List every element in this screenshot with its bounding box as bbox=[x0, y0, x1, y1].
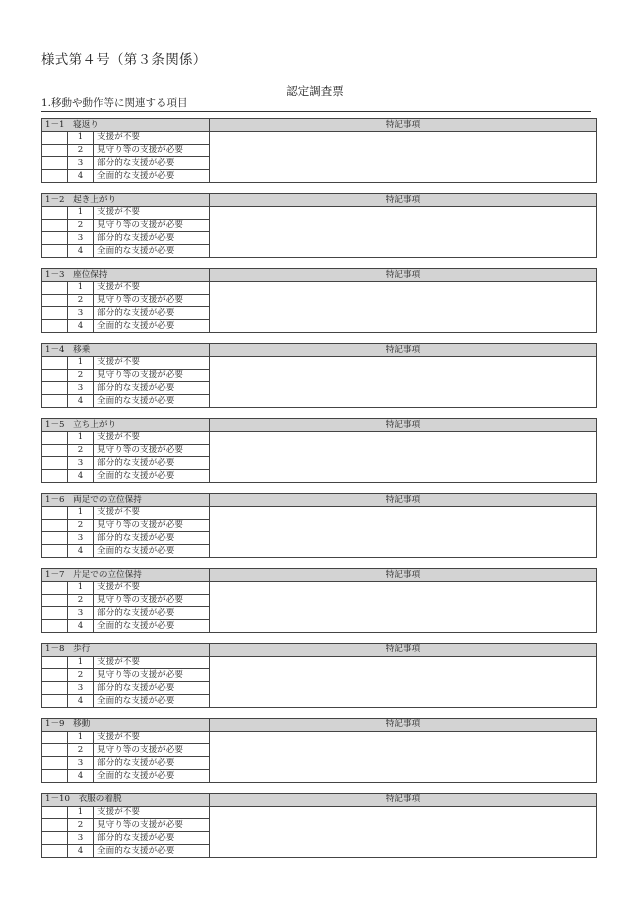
check-cell[interactable] bbox=[42, 395, 68, 408]
option-label: 見守り等の支援が必要 bbox=[94, 669, 210, 682]
check-cell[interactable] bbox=[42, 819, 68, 832]
option-number: 1 bbox=[68, 281, 94, 294]
notes-field[interactable] bbox=[210, 581, 597, 632]
assessment-item bbox=[41, 118, 597, 183]
option-number: 2 bbox=[68, 519, 94, 532]
option-number: 2 bbox=[68, 819, 94, 832]
option-label: 部分的な支援が必要 bbox=[94, 457, 210, 470]
item-table bbox=[41, 793, 597, 858]
option-label: 全面的な支援が必要 bbox=[94, 395, 210, 408]
option-label: 全面的な支援が必要 bbox=[94, 320, 210, 333]
check-cell[interactable] bbox=[42, 131, 68, 144]
option-label: 部分的な支援が必要 bbox=[94, 157, 210, 170]
option-number: 1 bbox=[68, 431, 94, 444]
notes-field[interactable] bbox=[210, 431, 597, 482]
option-number: 3 bbox=[68, 457, 94, 470]
check-cell[interactable] bbox=[42, 744, 68, 757]
option-label: 支援が不要 bbox=[94, 581, 210, 594]
option-number: 3 bbox=[68, 157, 94, 170]
item-title: 1－10 衣服の着脱 bbox=[42, 793, 210, 806]
assessment-item bbox=[41, 343, 597, 408]
option-number: 3 bbox=[68, 532, 94, 545]
check-cell[interactable] bbox=[42, 695, 68, 708]
option-number: 1 bbox=[68, 206, 94, 219]
option-label: 全面的な支援が必要 bbox=[94, 170, 210, 183]
check-cell[interactable] bbox=[42, 382, 68, 395]
check-cell[interactable] bbox=[42, 731, 68, 744]
notes-field[interactable] bbox=[210, 356, 597, 407]
option-number: 4 bbox=[68, 695, 94, 708]
option-label: 部分的な支援が必要 bbox=[94, 832, 210, 845]
option-number: 4 bbox=[68, 770, 94, 783]
option-number: 4 bbox=[68, 845, 94, 858]
option-number: 3 bbox=[68, 682, 94, 695]
option-row[interactable] bbox=[42, 506, 597, 519]
notes-header: 特記事項 bbox=[210, 643, 597, 656]
item-table bbox=[41, 418, 597, 483]
option-number: 3 bbox=[68, 832, 94, 845]
option-number: 4 bbox=[68, 470, 94, 483]
option-label: 見守り等の支援が必要 bbox=[94, 594, 210, 607]
item-title: 1－6 両足での立位保持 bbox=[42, 493, 210, 506]
option-number: 2 bbox=[68, 294, 94, 307]
option-number: 3 bbox=[68, 232, 94, 245]
check-cell[interactable] bbox=[42, 506, 68, 519]
notes-field[interactable] bbox=[210, 206, 597, 257]
form-number: 様式第４号（第３条関係） bbox=[41, 52, 207, 68]
assessment-items bbox=[41, 118, 597, 868]
notes-field[interactable] bbox=[210, 281, 597, 332]
option-label: 見守り等の支援が必要 bbox=[94, 444, 210, 457]
option-label: 部分的な支援が必要 bbox=[94, 757, 210, 770]
option-label: 見守り等の支援が必要 bbox=[94, 369, 210, 382]
check-cell[interactable] bbox=[42, 669, 68, 682]
option-label: 見守り等の支援が必要 bbox=[94, 144, 210, 157]
option-number: 1 bbox=[68, 731, 94, 744]
check-cell[interactable] bbox=[42, 281, 68, 294]
option-number: 3 bbox=[68, 757, 94, 770]
option-label: 見守り等の支援が必要 bbox=[94, 294, 210, 307]
notes-field[interactable] bbox=[210, 506, 597, 557]
notes-field[interactable] bbox=[210, 131, 597, 182]
option-label: 見守り等の支援が必要 bbox=[94, 744, 210, 757]
notes-header: 特記事項 bbox=[210, 493, 597, 506]
option-row[interactable] bbox=[42, 806, 597, 819]
option-number: 1 bbox=[68, 806, 94, 819]
option-row[interactable] bbox=[42, 656, 597, 669]
check-cell[interactable] bbox=[42, 219, 68, 232]
option-label: 見守り等の支援が必要 bbox=[94, 819, 210, 832]
option-number: 2 bbox=[68, 669, 94, 682]
notes-header: 特記事項 bbox=[210, 568, 597, 581]
option-number: 1 bbox=[68, 506, 94, 519]
option-label: 支援が不要 bbox=[94, 131, 210, 144]
notes-header: 特記事項 bbox=[210, 793, 597, 806]
option-label: 全面的な支援が必要 bbox=[94, 245, 210, 258]
check-cell[interactable] bbox=[42, 620, 68, 633]
check-cell[interactable] bbox=[42, 245, 68, 258]
check-cell[interactable] bbox=[42, 457, 68, 470]
check-cell[interactable] bbox=[42, 607, 68, 620]
option-number: 2 bbox=[68, 744, 94, 757]
item-table bbox=[41, 718, 597, 783]
item-table bbox=[41, 193, 597, 258]
option-row[interactable] bbox=[42, 281, 597, 294]
option-label: 全面的な支援が必要 bbox=[94, 770, 210, 783]
document-title: 認定調査票 bbox=[286, 84, 344, 98]
option-number: 1 bbox=[68, 131, 94, 144]
check-cell[interactable] bbox=[42, 206, 68, 219]
item-title: 1－2 起き上がり bbox=[42, 193, 210, 206]
check-cell[interactable] bbox=[42, 682, 68, 695]
option-label: 支援が不要 bbox=[94, 431, 210, 444]
notes-field[interactable] bbox=[210, 731, 597, 782]
assessment-item bbox=[41, 268, 597, 333]
option-label: 支援が不要 bbox=[94, 506, 210, 519]
option-label: 支援が不要 bbox=[94, 356, 210, 369]
notes-header: 特記事項 bbox=[210, 268, 597, 281]
notes-header: 特記事項 bbox=[210, 418, 597, 431]
item-title: 1－4 移乗 bbox=[42, 343, 210, 356]
item-title: 1－8 歩行 bbox=[42, 643, 210, 656]
item-title: 1－5 立ち上がり bbox=[42, 418, 210, 431]
option-label: 部分的な支援が必要 bbox=[94, 382, 210, 395]
option-number: 2 bbox=[68, 219, 94, 232]
check-cell[interactable] bbox=[42, 444, 68, 457]
check-cell[interactable] bbox=[42, 232, 68, 245]
option-number: 2 bbox=[68, 594, 94, 607]
assessment-item bbox=[41, 568, 597, 633]
option-label: 支援が不要 bbox=[94, 806, 210, 819]
option-label: 支援が不要 bbox=[94, 281, 210, 294]
option-label: 全面的な支援が必要 bbox=[94, 620, 210, 633]
option-label: 部分的な支援が必要 bbox=[94, 232, 210, 245]
check-cell[interactable] bbox=[42, 170, 68, 183]
check-cell[interactable] bbox=[42, 431, 68, 444]
notes-header: 特記事項 bbox=[210, 193, 597, 206]
assessment-item bbox=[41, 718, 597, 783]
check-cell[interactable] bbox=[42, 307, 68, 320]
assessment-item bbox=[41, 643, 597, 708]
assessment-item bbox=[41, 493, 597, 558]
check-cell[interactable] bbox=[42, 770, 68, 783]
option-number: 3 bbox=[68, 382, 94, 395]
option-label: 支援が不要 bbox=[94, 731, 210, 744]
check-cell[interactable] bbox=[42, 519, 68, 532]
option-row[interactable] bbox=[42, 356, 597, 369]
notes-header: 特記事項 bbox=[210, 343, 597, 356]
option-label: 見守り等の支援が必要 bbox=[94, 519, 210, 532]
option-number: 4 bbox=[68, 320, 94, 333]
option-row[interactable] bbox=[42, 581, 597, 594]
item-table bbox=[41, 343, 597, 408]
option-label: 部分的な支援が必要 bbox=[94, 607, 210, 620]
assessment-item bbox=[41, 193, 597, 258]
item-table bbox=[41, 568, 597, 633]
notes-header: 特記事項 bbox=[210, 718, 597, 731]
check-cell[interactable] bbox=[42, 144, 68, 157]
option-number: 4 bbox=[68, 620, 94, 633]
check-cell[interactable] bbox=[42, 320, 68, 333]
option-number: 4 bbox=[68, 170, 94, 183]
item-title: 1－1 寝返り bbox=[42, 119, 210, 132]
option-label: 全面的な支援が必要 bbox=[94, 545, 210, 558]
item-table bbox=[41, 493, 597, 558]
option-number: 1 bbox=[68, 356, 94, 369]
check-cell[interactable] bbox=[42, 806, 68, 819]
option-label: 見守り等の支援が必要 bbox=[94, 219, 210, 232]
option-number: 4 bbox=[68, 395, 94, 408]
option-label: 部分的な支援が必要 bbox=[94, 307, 210, 320]
check-cell[interactable] bbox=[42, 845, 68, 858]
item-table bbox=[41, 268, 597, 333]
check-cell[interactable] bbox=[42, 594, 68, 607]
option-label: 全面的な支援が必要 bbox=[94, 470, 210, 483]
check-cell[interactable] bbox=[42, 157, 68, 170]
assessment-item bbox=[41, 793, 597, 858]
option-row[interactable] bbox=[42, 731, 597, 744]
option-number: 1 bbox=[68, 581, 94, 594]
item-title: 1－7 片足での立位保持 bbox=[42, 568, 210, 581]
option-row[interactable] bbox=[42, 431, 597, 444]
check-cell[interactable] bbox=[42, 369, 68, 382]
check-cell[interactable] bbox=[42, 757, 68, 770]
section-heading: 1.移動や動作等に関連する項目 bbox=[41, 95, 591, 112]
option-number: 2 bbox=[68, 369, 94, 382]
notes-field[interactable] bbox=[210, 806, 597, 857]
option-number: 3 bbox=[68, 607, 94, 620]
option-number: 2 bbox=[68, 444, 94, 457]
option-number: 2 bbox=[68, 144, 94, 157]
option-label: 支援が不要 bbox=[94, 206, 210, 219]
item-table bbox=[41, 118, 597, 183]
check-cell[interactable] bbox=[42, 581, 68, 594]
notes-header: 特記事項 bbox=[210, 119, 597, 132]
option-label: 支援が不要 bbox=[94, 656, 210, 669]
check-cell[interactable] bbox=[42, 832, 68, 845]
notes-field[interactable] bbox=[210, 656, 597, 707]
item-table bbox=[41, 643, 597, 708]
item-title: 1－9 移動 bbox=[42, 718, 210, 731]
check-cell[interactable] bbox=[42, 294, 68, 307]
option-label: 部分的な支援が必要 bbox=[94, 532, 210, 545]
check-cell[interactable] bbox=[42, 545, 68, 558]
check-cell[interactable] bbox=[42, 532, 68, 545]
option-label: 全面的な支援が必要 bbox=[94, 695, 210, 708]
check-cell[interactable] bbox=[42, 470, 68, 483]
option-number: 3 bbox=[68, 307, 94, 320]
assessment-item bbox=[41, 418, 597, 483]
option-label: 部分的な支援が必要 bbox=[94, 682, 210, 695]
check-cell[interactable] bbox=[42, 356, 68, 369]
option-number: 4 bbox=[68, 545, 94, 558]
option-number: 1 bbox=[68, 656, 94, 669]
option-row[interactable] bbox=[42, 131, 597, 144]
check-cell[interactable] bbox=[42, 656, 68, 669]
option-label: 全面的な支援が必要 bbox=[94, 845, 210, 858]
option-number: 4 bbox=[68, 245, 94, 258]
item-title: 1－3 座位保持 bbox=[42, 268, 210, 281]
option-row[interactable] bbox=[42, 206, 597, 219]
